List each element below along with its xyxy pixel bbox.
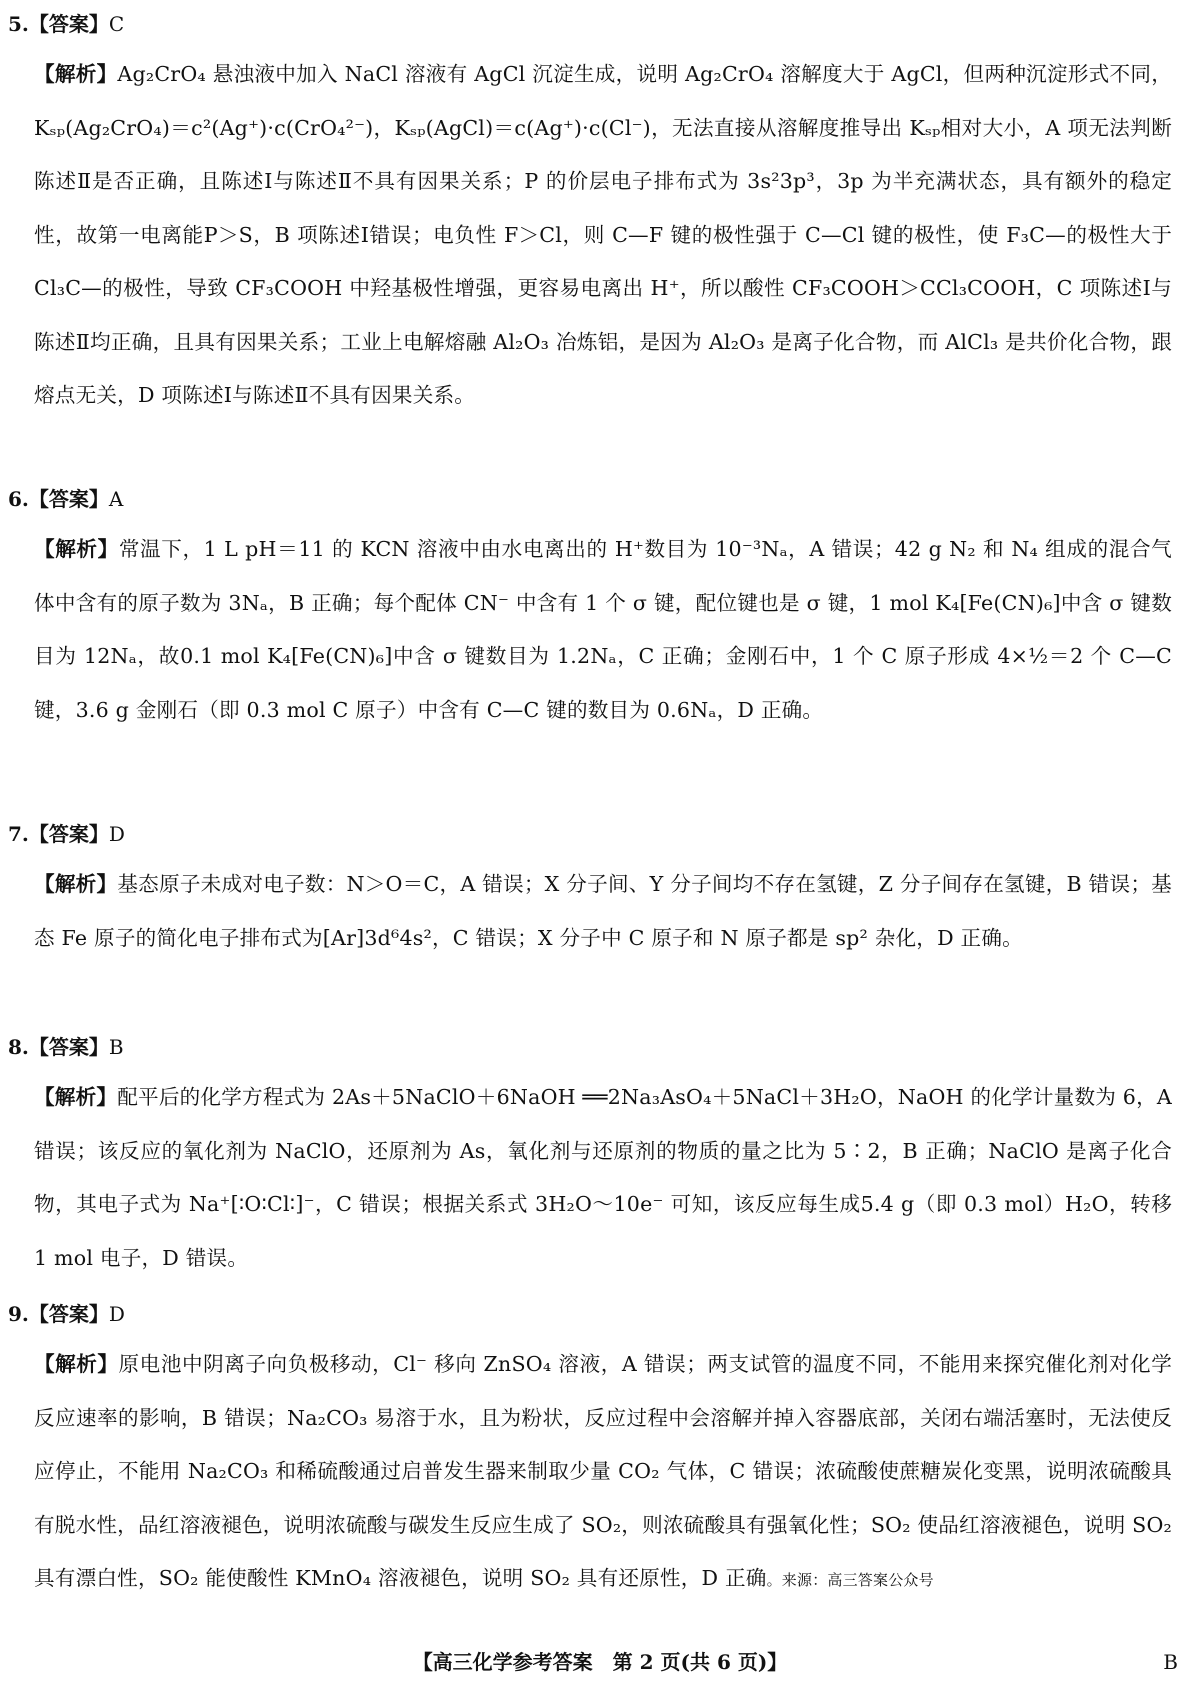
question-7-label: 7.【答案】	[8, 822, 109, 846]
question-7-answer-line	[8, 820, 125, 848]
question-8-label: 8.【答案】	[8, 1035, 109, 1059]
question-5-label: 5.【答案】	[8, 12, 109, 36]
question-7-answer: D	[108, 822, 125, 846]
paper-version-mark: B	[1163, 1650, 1178, 1674]
page-footer: 【高三化学参考答案 第 2 页(共 6 页)】	[412, 1650, 788, 1674]
question-6-explanation-text: 常温下，1 L pH＝11 的 KCN 溶液中由水电离出的 H⁺数目为 10⁻³Nₐ，A 错误；42 g N₂ 和 N₄ 组成的混合气体中含有的原子数为 3Nₐ，B 正确；每个配体 CN⁻ 中含有 1 个 σ 键，配位键也是 σ 键，1 mol K₄[Fe(CN)₆]中含 σ 键数目为 12Nₐ，故0.1 mol K₄[Fe(CN)₆]中含 σ 键数目为 1.2Nₐ，C 正确；金刚石中，1 个 C 原子形成 4×½＝2 个 C—C 键，3.6 g 金刚石（即 0.3 mol C 原子）中含有 C—C 键的数目为 0.6Nₐ，D 正确。	[34, 537, 1172, 722]
question-8-explanation	[34, 1071, 1172, 1285]
question-7-explanation	[34, 858, 1172, 965]
question-9-label: 9.【答案】	[8, 1302, 109, 1326]
question-6-explanation	[34, 523, 1172, 737]
question-8-answer: B	[108, 1035, 124, 1059]
question-5-answer-line	[8, 10, 124, 38]
question-7-explanation-tag: 【解析】	[34, 872, 118, 896]
question-9-answer: D	[108, 1302, 125, 1326]
question-5-explanation	[34, 48, 1172, 423]
source-note: 。来源：高三答案公众号	[766, 1571, 934, 1589]
question-6-explanation-tag: 【解析】	[34, 537, 119, 561]
question-8-answer-line	[8, 1033, 124, 1061]
question-9-explanation	[34, 1338, 1172, 1608]
question-5-explanation-text: Ag₂CrO₄ 悬浊液中加入 NaCl 溶液有 AgCl 沉淀生成，说明 Ag₂CrO₄ 溶解度大于 AgCl，但两种沉淀形式不同，Kₛₚ(Ag₂CrO₄)＝c²(Ag⁺)·c(CrO₄²⁻)，Kₛₚ(AgCl)＝c(Ag⁺)·c(Cl⁻)，无法直接从溶解度推导出 Kₛₚ相对大小，A 项无法判断陈述Ⅱ是否正确，且陈述Ⅰ与陈述Ⅱ不具有因果关系；P 的价层电子排布式为 3s²3p³，3p 为半充满状态，具有额外的稳定性，故第一电离能P＞S，B 项陈述Ⅰ错误；电负性 F＞Cl，则 C—F 键的极性强于 C—Cl 键的极性，使 F₃C—的极性大于 Cl₃C—的极性，导致 CF₃COOH 中羟基极性增强，更容易电离出 H⁺，所以酸性 CF₃COOH＞CCl₃COOH，C 项陈述Ⅰ与陈述Ⅱ均正确，且具有因果关系；工业上电解熔融 Al₂O₃ 冶炼铝，是因为 Al₂O₃ 是离子化合物，而 AlCl₃ 是共价化合物，跟熔点无关，D 项陈述Ⅰ与陈述Ⅱ不具有因果关系。	[34, 62, 1172, 407]
question-8-explanation-tag: 【解析】	[34, 1085, 118, 1109]
question-5-explanation-tag: 【解析】	[34, 62, 118, 86]
question-6-label: 6.【答案】	[8, 487, 109, 511]
question-5-answer: C	[108, 12, 125, 36]
question-9-answer-line	[8, 1300, 125, 1328]
question-6-answer: A	[108, 487, 124, 511]
question-8-explanation-text: 配平后的化学方程式为 2As＋5NaClO＋6NaOH ══2Na₃AsO₄＋5NaCl＋3H₂O，NaOH 的化学计量数为 6，A 错误；该反应的氧化剂为 NaClO，还原剂为 As，氧化剂与还原剂的物质的量之比为 5∶2，B 正确；NaClO 是离子化合物，其电子式为 Na⁺[∶O∶Cl∶]⁻，C 错误；根据关系式 3H₂O～10e⁻ 可知，该反应每生成5.4 g（即 0.3 mol）H₂O，转移 1 mol 电子，D 错误。	[34, 1085, 1172, 1270]
question-9-explanation-text: 原电池中阴离子向负极移动，Cl⁻ 移向 ZnSO₄ 溶液，A 错误；两支试管的温度不同，不能用来探究催化剂对化学反应速率的影响，B 错误；Na₂CO₃ 易溶于水，且为粉状，反应过程中会溶解并掉入容器底部，关闭右端活塞时，无法使反应停止，不能用 Na₂CO₃ 和稀硫酸通过启普发生器来制取少量 CO₂ 气体，C 错误；浓硫酸使蔗糖炭化变黑，说明浓硫酸具有脱水性，品红溶液褪色，说明浓硫酸与碳发生反应生成了 SO₂，则浓硫酸具有强氧化性；SO₂ 使品红溶液褪色，说明 SO₂ 具有漂白性，SO₂ 能使酸性 KMnO₄ 溶液褪色，说明 SO₂ 具有还原性，D 正确	[34, 1352, 1172, 1590]
question-9-explanation-tag: 【解析】	[34, 1352, 119, 1376]
question-7-explanation-text: 基态原子未成对电子数：N＞O＝C，A 错误；X 分子间、Y 分子间均不存在氢键，Z 分子间存在氢键，B 错误；基态 Fe 原子的简化电子排布式为[Ar]3d⁶4s²，C 错误；X 分子中 C 原子和 N 原子都是 sp² 杂化，D 正确。	[34, 872, 1172, 950]
question-6-answer-line	[8, 485, 123, 513]
